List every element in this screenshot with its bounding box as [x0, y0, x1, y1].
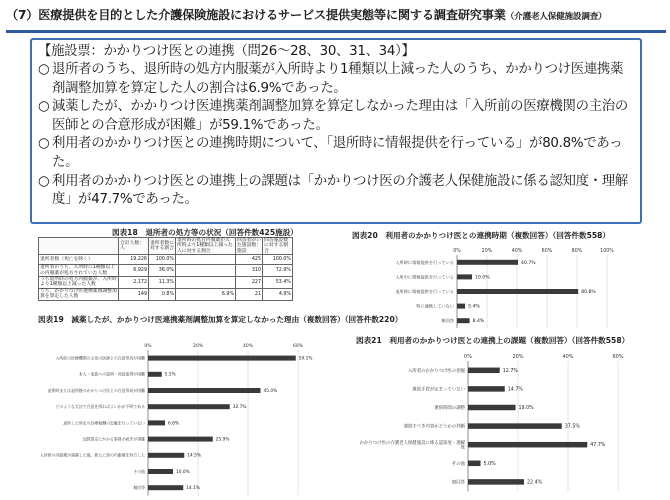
data-label: 5.0%: [483, 461, 496, 467]
bar: [148, 356, 296, 361]
category-label: 退所した所定の診療報酬の記載を行っていない: [63, 420, 145, 426]
table-cell: 227: [236, 277, 263, 289]
data-label: 45.0%: [263, 388, 278, 394]
table-cell: 6.9%: [176, 288, 236, 300]
title-rule: [6, 30, 666, 33]
bullet-mark: ○: [38, 173, 50, 189]
table-cell: 退所者数（死亡を除く）: [39, 255, 119, 265]
category-label: 入所者のかかりつけ医の把握: [407, 368, 465, 374]
category-label: 無回答: [133, 485, 145, 491]
category-label: 入所前の医療機関の主治の医師との合意形成が困難: [55, 355, 145, 361]
category-label: 度: [460, 445, 465, 451]
tick-label: 60%: [612, 354, 624, 360]
category-label: 加算算定にかかる事務手続きが煩雑: [82, 436, 145, 442]
category-label: 連絡すべき内容かどうかの判断: [403, 424, 465, 430]
table-cell: 149: [119, 288, 149, 300]
data-label: 5.4%: [468, 304, 480, 310]
category-label: 入所時に情報提供を行っている: [395, 259, 454, 265]
table-cell: 100.0%: [263, 255, 293, 265]
fig21-caption: 図表21 利用者のかかりつけ医との連携上の課題（複数回答）（回答件数558）: [356, 336, 630, 345]
fig20-caption: 図表20 利用者のかかりつけ医との連携時期（複数回答）（回答件数558）: [352, 231, 611, 240]
fig20-chart: [352, 243, 652, 335]
fig19-caption: 図表19 減薬したが、かかりつけ医連携薬剤調整加算を算定しなかった理由（複数回答）（回答件数220）: [38, 315, 403, 324]
fig18-caption: 図表18 退所者の処方等の状況（回答件数425施設）: [112, 228, 298, 237]
category-label: 無回答: [451, 480, 465, 486]
tick-label: 0%: [464, 354, 472, 360]
table-cell: 36.0%: [149, 265, 176, 277]
bullet-mark: ○: [38, 99, 50, 115]
page-title-main: （7）医療提供を目的とした介護保険施設におけるサービス提供実態等に関する調査研究事業: [6, 8, 506, 22]
bar: [148, 485, 183, 490]
summary-bullet: [38, 61, 634, 98]
bullet-mark: ○: [38, 62, 50, 77]
data-label: 32.7%: [232, 405, 247, 411]
data-label: 47.7%: [590, 443, 606, 449]
bar: [468, 386, 505, 392]
bar: [468, 423, 562, 429]
bar: [148, 388, 261, 393]
tick-label: 20%: [192, 344, 204, 349]
table-cell: 100.0%: [149, 255, 176, 265]
summary-box: [30, 38, 642, 224]
table-cell: 19,226: [119, 255, 149, 265]
fig21-chart: [356, 349, 656, 497]
bar: [468, 479, 524, 485]
category-label: 連絡時間の調整: [434, 406, 465, 412]
summary-bullet-text: 利用者のかかりつけ医との連携上の課題は「かかりつけ医の介護老人保健施設に係る認知度・理解度」が47.7%であった。: [52, 173, 628, 208]
tick-label: 80%: [571, 249, 583, 254]
category-label: 本人・家族への説明・同意取得が困難: [78, 371, 145, 377]
data-label: 14.5%: [187, 453, 201, 459]
data-label: 37.5%: [564, 424, 580, 430]
table-row: [39, 277, 293, 289]
table-header-cell: 退所者数に対する割合: [149, 238, 176, 255]
tick-label: 0%: [453, 249, 461, 254]
page-title-suffix: （介護老人保健施設調査）: [505, 12, 607, 22]
bar: [148, 453, 184, 458]
bullet-mark: ○: [38, 136, 50, 152]
bar: [468, 461, 481, 467]
table-row: [39, 255, 293, 265]
data-label: 40.7%: [521, 260, 536, 266]
data-label: 14.7%: [507, 387, 523, 393]
data-label: 6.8%: [168, 421, 179, 427]
data-label: 22.4%: [527, 480, 543, 486]
table-row: [39, 288, 293, 300]
bar: [457, 304, 465, 309]
tick-label: 20%: [512, 354, 524, 360]
tick-label: 40%: [242, 344, 254, 349]
tick-label: 60%: [541, 249, 553, 254]
table-row: [39, 265, 293, 277]
summary-bullet-text: 退所者のうち、退所時の処方内服薬が入所時より1種類以上減った人のうち、かかりつけ医連携薬剤調整加算を算定した人の割合は6.9%であった。: [52, 62, 624, 96]
data-label: 5.5%: [164, 372, 176, 378]
bar: [468, 405, 516, 411]
table-cell: 53.4%: [263, 277, 293, 289]
summary-bullet: [38, 173, 634, 210]
table-cell: うち、かかりつけ医連携薬剤調整加算を算定した人数: [40, 288, 117, 300]
data-label: 19.0%: [518, 406, 534, 412]
bar: [148, 420, 165, 425]
category-label: どのような方法で合意を得ればよいかが不明である: [55, 404, 145, 410]
category-label: 退所時に情報提供を行っている: [395, 288, 454, 294]
table-header-cell: 回答者がいた施設数：施設: [237, 238, 261, 254]
category-label: 退所時または退所後のかかりつけ医との合意形成が困難: [47, 387, 145, 393]
table-cell: 21: [236, 288, 263, 300]
table-cell: [176, 255, 236, 265]
bar: [468, 368, 500, 374]
table-cell: 0.8%: [149, 288, 176, 300]
table-header-row: [39, 238, 293, 255]
table-header-cell: 回答施設数に対する割合: [263, 238, 293, 255]
tick-label: 40%: [511, 249, 523, 254]
table-cell: 6,929: [119, 265, 149, 277]
category-label: 特に連携していない: [416, 303, 454, 309]
category-label: 入所中に情報提供を行っている: [395, 274, 454, 280]
summary-bullet: [38, 98, 634, 135]
summary-heading: 【施設票：かかりつけ医との連携（問26～28、30、31、34）】: [38, 44, 415, 59]
page-title: [6, 6, 666, 28]
tick-label: 40%: [562, 354, 574, 360]
summary-bullet-text: 利用者のかかりつけ医との連携時期について、「退所時に情報提供を行っている」が80.8%であった。: [52, 136, 623, 170]
category-label: 連絡手段が定まっていない: [412, 387, 465, 393]
bar: [468, 442, 587, 448]
table-cell: 退所者のうち、入所時に1種類以上の内服薬が処方されていた人数: [39, 265, 119, 277]
table-cell: [176, 277, 236, 289]
data-label: 59.1%: [298, 356, 313, 362]
bar: [148, 404, 230, 409]
table-cell: 4.9%: [263, 288, 293, 300]
table-cell: 11.3%: [149, 277, 176, 289]
bar: [148, 469, 173, 474]
bar: [148, 437, 213, 442]
data-label: 80.8%: [581, 289, 596, 295]
data-label: 14.1%: [186, 486, 200, 492]
data-label: 12.7%: [502, 368, 518, 374]
data-label: 10.0%: [475, 275, 490, 281]
data-label: 8.4%: [472, 319, 485, 325]
table-cell: [176, 265, 236, 277]
summary-bullet-text: 減薬したが、かかりつけ医連携薬剤調整加算を算定しなかった理由は「入所前の医療機関の主治の医師との合意形成が困難」が59.1%であった。: [52, 99, 628, 133]
category-label: その他: [451, 461, 465, 467]
fig19-chart: [38, 338, 338, 496]
table-cell: 2,172: [119, 277, 149, 289]
bar: [148, 372, 162, 377]
bar: [457, 260, 518, 265]
table-cell: 310: [236, 265, 263, 277]
category-label: かかりつけ医の介護老人保健施設に係る認知度・理解: [359, 440, 465, 446]
fig18-table: [38, 237, 293, 301]
category-label: その他: [133, 468, 145, 474]
bar: [457, 289, 578, 294]
tick-label: 0%: [144, 344, 152, 349]
category-label: 無回答: [441, 318, 454, 324]
bar: [457, 274, 472, 279]
table-header-cell: [39, 238, 119, 255]
tick-label: 60%: [292, 344, 304, 349]
category-label: 入所時の内服薬が減薬した後、新たに別の内服薬を処方した: [39, 452, 145, 458]
table-header-cell: 合計人数：人: [119, 238, 149, 255]
table-cell: うち退所時の処方内服薬が、入所時より1種類以上減った人数: [40, 277, 117, 288]
data-label: 10.0%: [176, 469, 190, 475]
table-cell: 72.9%: [263, 265, 293, 277]
summary-bullet: [38, 135, 634, 172]
table-header-cell: 退所時の処方内服薬が入所時より1種類以上減った人に対する割合: [176, 238, 236, 255]
data-label: 25.9%: [215, 437, 230, 443]
bar: [457, 318, 470, 323]
tick-label: 20%: [481, 249, 493, 254]
tick-label: 100%: [600, 249, 614, 254]
table-cell: 425: [236, 255, 263, 265]
